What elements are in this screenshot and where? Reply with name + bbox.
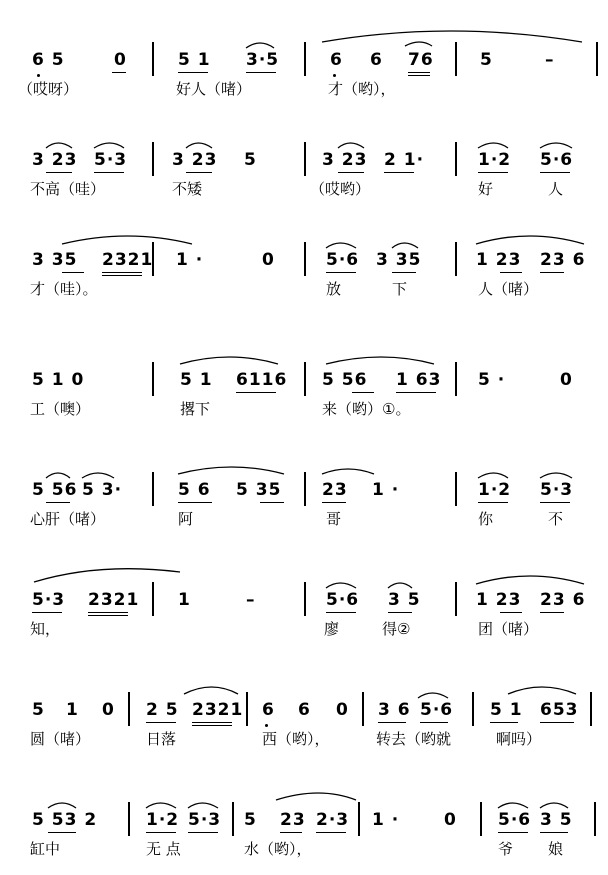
note: 1 · — [372, 480, 400, 500]
bar-line — [232, 802, 234, 836]
bar-line — [304, 472, 306, 506]
lyric: 啊吗） — [496, 730, 542, 748]
note: 5·3 — [188, 810, 222, 830]
note: 653 — [540, 700, 579, 720]
note: 23 6 — [540, 250, 586, 270]
lyric: 不高（哇） — [30, 180, 106, 198]
lyric: 转去（哟就 — [376, 730, 452, 748]
note: 2321 — [88, 590, 140, 610]
note: 1 — [66, 700, 79, 720]
note: 0 — [262, 250, 275, 270]
lyric: 哥 — [326, 510, 342, 528]
note: – — [246, 590, 256, 610]
lyric: 人（啫） — [478, 280, 539, 298]
note: 5 1 0 — [32, 370, 85, 390]
note: 5·6 — [540, 150, 574, 170]
note: 5 — [244, 810, 257, 830]
bar-line — [152, 582, 154, 616]
bar-line — [152, 42, 154, 76]
note: 23 — [280, 810, 306, 830]
note: 5·3 — [540, 480, 574, 500]
note: 1·2 — [478, 150, 512, 170]
note: 23 — [322, 480, 348, 500]
lyric: 才（哇）。 — [30, 280, 98, 298]
bar-line — [304, 362, 306, 396]
note: 1 · — [372, 810, 400, 830]
note: 0 — [560, 370, 573, 390]
note: 1·2 — [478, 480, 512, 500]
bar-line — [596, 42, 598, 76]
lyric: 好 — [478, 180, 494, 198]
note: 5·6 — [326, 590, 360, 610]
lyric: 不矮 — [172, 180, 203, 198]
lyric: 才（哟）， — [328, 80, 396, 98]
note: 3 5 — [388, 590, 421, 610]
lyric: 你 — [478, 510, 494, 528]
note: 1·2 — [146, 810, 180, 830]
note: 6 — [262, 700, 275, 720]
note: 6 — [330, 50, 343, 70]
note: 5 1 — [178, 50, 211, 70]
lyric: （哎哟） — [310, 180, 371, 198]
lyric: 知， — [30, 620, 61, 638]
lyric: 撂下 — [180, 400, 211, 418]
note: 6 — [370, 50, 383, 70]
note: 1 · — [176, 250, 204, 270]
note: 5·6 — [326, 250, 360, 270]
bar-line — [455, 582, 457, 616]
lyric: 放 — [326, 280, 342, 298]
note: 6116 — [236, 370, 288, 390]
score-row-5 — [0, 430, 608, 540]
score-row-6 — [0, 540, 608, 650]
note: 5·6 — [498, 810, 532, 830]
lyric: 好人（啫） — [176, 80, 252, 98]
lyric: 娘 — [548, 840, 564, 858]
score-row-4 — [0, 320, 608, 430]
note: 3 5 — [540, 810, 573, 830]
bar-line — [472, 692, 474, 726]
lyric: 无 点 — [146, 840, 181, 858]
note: 5 56 — [32, 480, 78, 500]
note: 5 1 — [490, 700, 523, 720]
lyric: 人 — [548, 180, 564, 198]
note: 23 6 — [540, 590, 586, 610]
note: – — [545, 50, 555, 70]
lyric: 西（哟）， — [262, 730, 330, 748]
note: 76 — [408, 50, 434, 70]
note: 2·3 — [316, 810, 350, 830]
note: 5·3 — [32, 590, 66, 610]
note: 5 6 — [178, 480, 211, 500]
note: 5 56 — [322, 370, 368, 390]
lyric: 日落 — [146, 730, 177, 748]
bar-line — [590, 692, 592, 726]
bar-line — [304, 142, 306, 176]
bar-line — [480, 802, 482, 836]
note: 5 — [244, 150, 257, 170]
lyric: 圆（啫） — [30, 730, 91, 748]
note: 1 23 — [476, 250, 522, 270]
score-row-2 — [0, 100, 608, 210]
note: 3 23 — [172, 150, 218, 170]
note: 0 — [102, 700, 115, 720]
note: 3 35 — [376, 250, 422, 270]
lyric: 爷 — [498, 840, 514, 858]
bar-line — [304, 42, 306, 76]
score-row-3 — [0, 200, 608, 310]
note: 2 5 — [146, 700, 179, 720]
bar-line — [455, 472, 457, 506]
lyric: 廖 — [324, 620, 340, 638]
note: 3 35 — [32, 250, 78, 270]
note: 5·3 — [94, 150, 128, 170]
note: 5 — [480, 50, 493, 70]
bar-line — [455, 42, 457, 76]
lyric: 下 — [392, 280, 408, 298]
note: 1 — [178, 590, 191, 610]
note: 3 23 — [32, 150, 78, 170]
bar-line — [358, 802, 360, 836]
score-row-8 — [0, 760, 608, 870]
bar-line — [152, 142, 154, 176]
bar-line — [455, 242, 457, 276]
lyric: 工（噢） — [30, 400, 91, 418]
lyric: 阿 — [178, 510, 194, 528]
bar-line — [152, 242, 154, 276]
note: 5·6 — [420, 700, 454, 720]
lyric: 心肝（啫） — [30, 510, 106, 528]
note: 1 23 — [476, 590, 522, 610]
lyric: 不 — [548, 510, 564, 528]
note: 3·5 — [246, 50, 280, 70]
note: 6 5 — [32, 50, 65, 70]
note: 0 — [336, 700, 349, 720]
score-row-1 — [0, 0, 608, 110]
note: 5 1 — [180, 370, 213, 390]
lyric: 缸中 — [30, 840, 61, 858]
lyric: 水（哟）， — [244, 840, 312, 858]
bar-line — [152, 472, 154, 506]
bar-line — [455, 142, 457, 176]
note: 5 · — [478, 370, 506, 390]
note: 6 — [298, 700, 311, 720]
note: 5 3· — [82, 480, 123, 500]
note: 2 1· — [384, 150, 425, 170]
bar-line — [594, 802, 596, 836]
note: 1 63 — [396, 370, 442, 390]
score-row-7 — [0, 650, 608, 760]
bar-line — [246, 692, 248, 726]
bar-line — [304, 242, 306, 276]
bar-line — [152, 362, 154, 396]
lyric: 得② — [382, 620, 411, 638]
lyric: 团（啫） — [478, 620, 539, 638]
note: 5 53 2 — [32, 810, 98, 830]
bar-line — [455, 362, 457, 396]
note: 3 23 — [322, 150, 368, 170]
lyric: （哎呀） — [18, 80, 79, 98]
note: 2321 — [102, 250, 154, 270]
lyric: 来（哟）①。 — [322, 400, 411, 418]
bar-line — [128, 692, 130, 726]
note: 3 6 — [378, 700, 411, 720]
note: 0 — [114, 50, 127, 70]
note: 5 35 — [236, 480, 282, 500]
bar-line — [304, 582, 306, 616]
note: 5 — [32, 700, 45, 720]
bar-line — [128, 802, 130, 836]
note: 0 — [444, 810, 457, 830]
note: 2321 — [192, 700, 244, 720]
bar-line — [362, 692, 364, 726]
